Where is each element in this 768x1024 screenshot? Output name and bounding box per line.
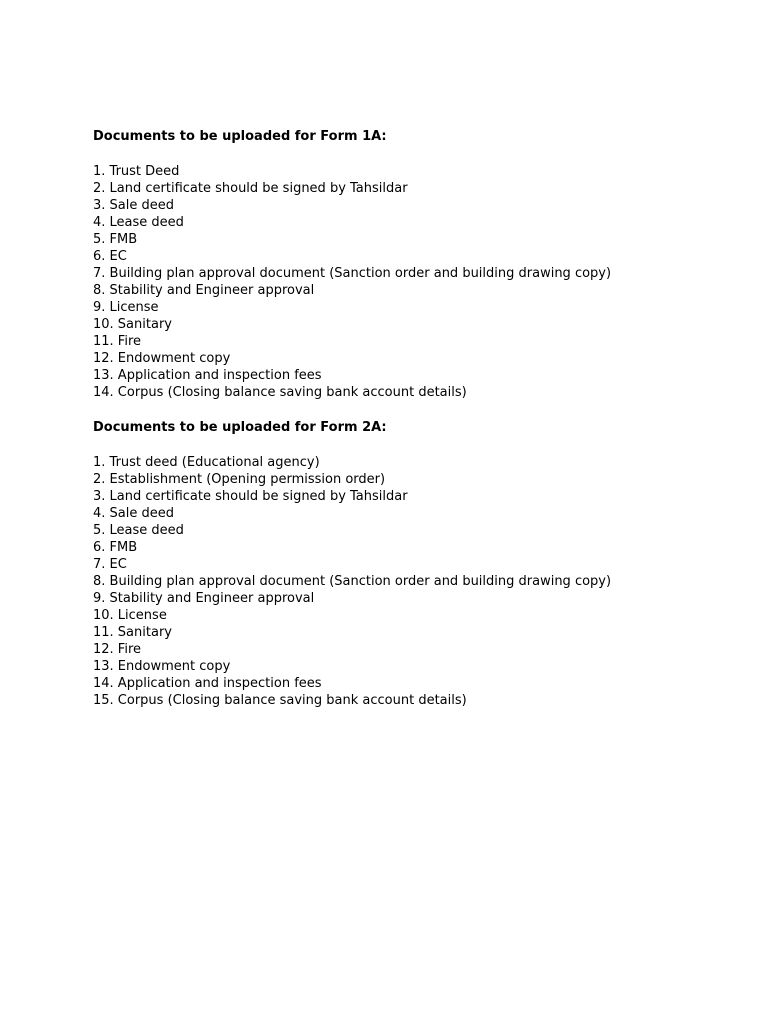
list-item: 3. Land certificate should be signed by Tahsildar [93,489,408,504]
list-item: 5. FMB [93,232,138,247]
list-item: 1. Trust deed (Educational agency) [93,455,320,470]
list-item: 6. FMB [93,540,138,555]
list-item: 13. Application and inspection fees [93,368,322,383]
list-item: 14. Application and inspection fees [93,676,322,691]
list-item: 15. Corpus (Closing balance saving bank account details) [93,693,467,708]
list-item: 9. Stability and Engineer approval [93,591,315,606]
list-item: 11. Sanitary [93,625,172,640]
list-item: 12. Endowment copy [93,351,231,366]
list-item: 10. License [93,608,167,623]
list-item: 7. EC [93,557,127,572]
form-2a-document-list [93,454,733,709]
form-2a-section [93,419,733,709]
list-item: 11. Fire [93,334,142,349]
list-item: 3. Sale deed [93,198,174,213]
list-item: 14. Corpus (Closing balance saving bank account details) [93,385,467,400]
list-item: 1. Trust Deed [93,164,180,179]
list-item: 8. Building plan approval document (Sanction order and building drawing copy) [93,574,612,589]
form-1a-document-list [93,163,733,401]
list-item: 5. Lease deed [93,523,184,538]
list-item: 6. EC [93,249,127,264]
form-2a-heading: Documents to be uploaded for Form 2A: [93,420,387,435]
list-item: 7. Building plan approval document (Sanction order and building drawing copy) [93,266,612,281]
form-1a-section [93,128,733,401]
list-item: 4. Lease deed [93,215,184,230]
list-item: 10. Sanitary [93,317,172,332]
document-page [93,128,733,709]
list-item: 2. Land certificate should be signed by Tahsildar [93,181,408,196]
form-1a-heading: Documents to be uploaded for Form 1A: [93,129,387,144]
list-item: 8. Stability and Engineer approval [93,283,315,298]
list-item: 9. License [93,300,159,315]
list-item: 2. Establishment (Opening permission order) [93,472,386,487]
list-item: 12. Fire [93,642,142,657]
list-item: 13. Endowment copy [93,659,231,674]
list-item: 4. Sale deed [93,506,174,521]
